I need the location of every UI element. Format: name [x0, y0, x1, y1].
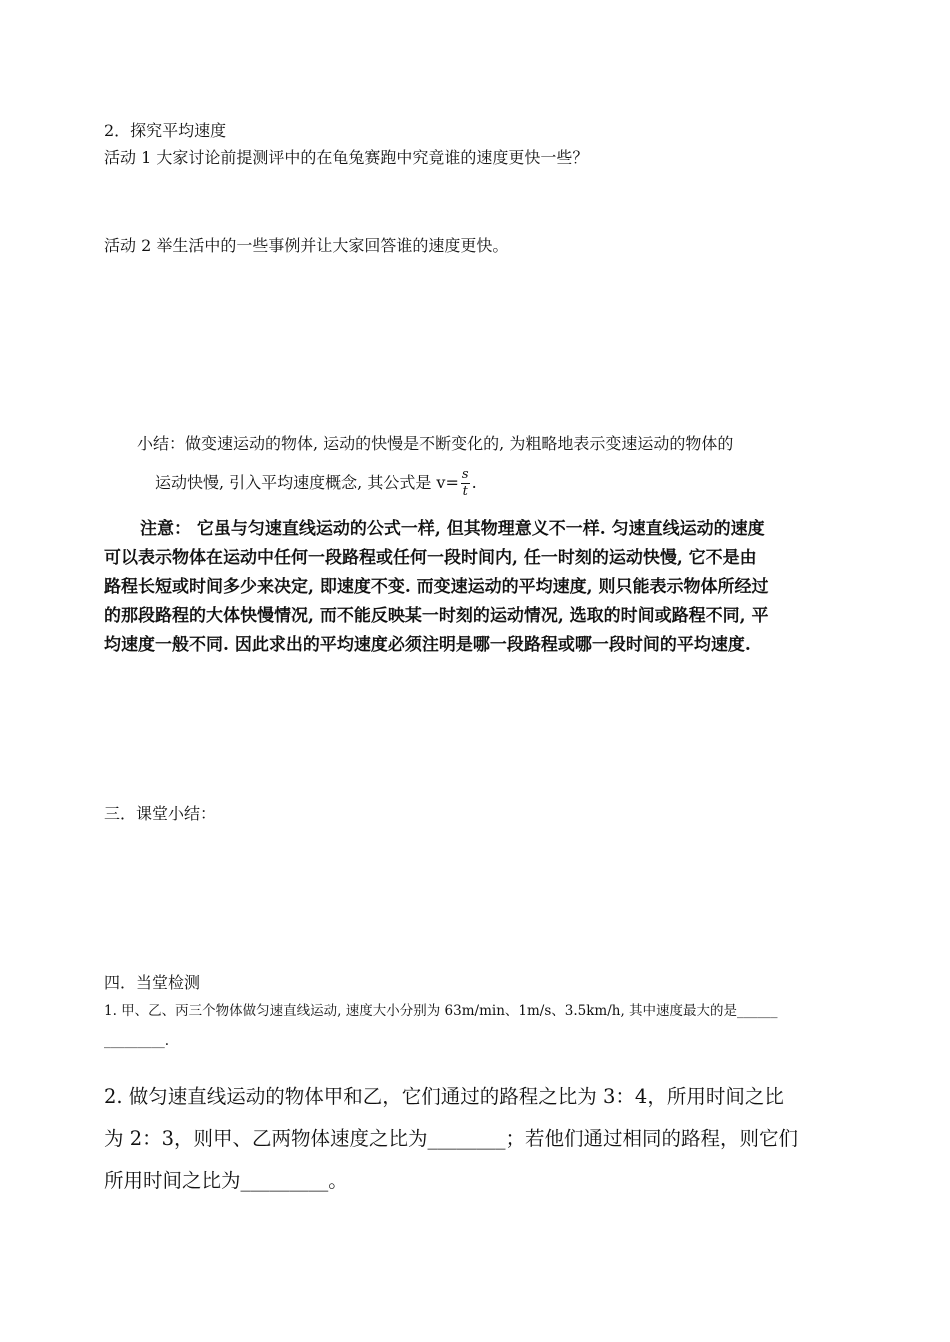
section-3-heading: 三．课堂小结： — [104, 804, 217, 823]
section-4-heading: 四．当堂检测 — [104, 973, 201, 992]
velocity-fraction — [461, 467, 470, 500]
note-line-1: 注意： 它虽与匀速直线运动的公式一样, 但其物理意义不一样. 匀速直线运动的速度 — [140, 519, 765, 539]
question-2-line-3: 所用时间之比为_________。 — [104, 1169, 348, 1192]
activity-1-text: 活动 1 大家讨论前提测评中的在龟兔赛跑中究竟谁的速度更快一些？ — [104, 148, 589, 167]
fraction-numerator: s — [461, 467, 469, 482]
note-line-5: 均速度一般不同. 因此求出的平均速度必须注明是哪一段路程或哪一段时间的平均速度. — [104, 635, 751, 655]
note-block — [104, 517, 769, 657]
activity-2-text: 活动 2 举生活中的一些事例并让大家回答谁的速度更快。 — [104, 236, 509, 255]
note-line-2: 可以表示物体在运动中任何一段路程或任何一段时间内, 任一时刻的运动快慢, 它不是由 — [104, 548, 757, 568]
section-2-heading: 2．探究平均速度 — [104, 121, 227, 140]
question-1-line-2: _________. — [104, 1033, 170, 1049]
note-line-4: 的那段路程的大体快慢情况, 而不能反映某一时刻的运动情况, 选取的时间或路程不同, 平 — [104, 606, 769, 626]
summary-line-1: 小结：做变速运动的物体, 运动的快慢是不断变化的, 为粗略地表示变速运动的物体的 — [137, 434, 734, 453]
fraction-denominator: t — [462, 484, 468, 499]
question-2-line-1: 2. 做匀速直线运动的物体甲和乙，它们通过的路程之比为 3：4，所用时间之比 — [104, 1085, 784, 1108]
question-1-line-1: 1. 甲、乙、丙三个物体做匀速直线运动, 速度大小分别为 63m/min、1m/s、3.5km/h, 其中速度最大的是______ — [104, 1003, 778, 1019]
summary-formula-prefix: 运动快慢, 引入平均速度概念, 其公式是 v= — [155, 473, 459, 492]
question-2-line-2: 为 2：3，则甲、乙两物体速度之比为________；若他们通过相同的路程，则它们 — [104, 1127, 799, 1150]
note-line-3: 路程长短或时间多少来决定, 即速度不变. 而变速运动的平均速度, 则只能表示物体所经过 — [104, 577, 769, 597]
summary-formula-suffix: . — [471, 473, 477, 492]
summary-line-2 — [155, 467, 477, 500]
